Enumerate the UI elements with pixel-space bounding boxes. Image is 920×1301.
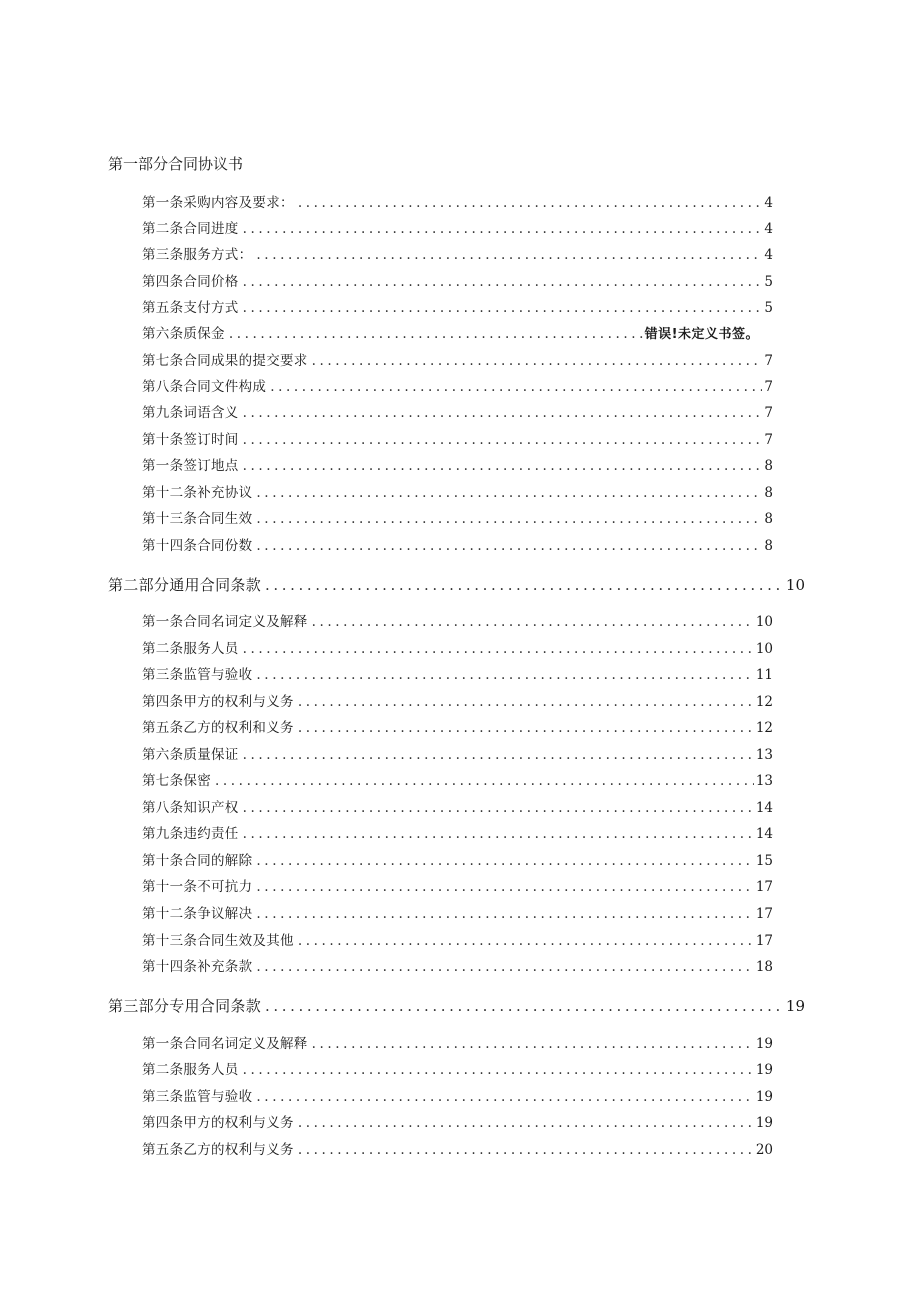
toc-entry[interactable] [142,932,773,950]
dot-leader [298,194,763,212]
dot-leader [243,404,763,422]
dot-leader [256,510,762,528]
toc-entry-page: 19 [755,1036,773,1052]
toc-entry-label: 第一条签订地点 [142,458,239,474]
dot-leader [256,537,762,555]
part1-title: 第一部分合同协议书 [108,155,244,173]
dot-leader [256,666,753,684]
toc-entry-page: 7 [764,432,773,448]
toc-entry-label: 第七条合同成果的提交要求 [142,353,308,369]
toc-entry-page: 8 [764,458,773,474]
toc-entry-label: 第十四条合同份数 [142,538,253,554]
dot-leader [256,1088,753,1106]
dot-leader [229,325,643,343]
toc-entry[interactable] [142,666,773,684]
toc-entry[interactable] [142,719,773,737]
toc-entry-label: 第十条合同的解除 [142,853,253,869]
toc-entry-label: 第一条合同名词定义及解释 [142,1036,308,1052]
toc-entry[interactable] [142,510,773,528]
part2-page: 10 [785,576,805,594]
toc-entry-label: 第五条乙方的权利与义务 [142,1142,294,1158]
toc-entry[interactable] [142,852,773,870]
toc-entry-label: 第十三条合同生效 [142,511,253,527]
toc-entry[interactable] [142,1141,773,1159]
toc-entry[interactable] [142,457,773,475]
toc-entry[interactable] [142,299,773,317]
toc-entry[interactable] [142,325,759,344]
toc-entry-page: 17 [755,906,773,922]
toc-entry[interactable] [142,220,773,238]
dot-leader [265,575,784,595]
toc-entry[interactable] [142,273,773,291]
toc-entry-label: 第二条服务人员 [142,1062,239,1078]
toc-entry-page: 4 [764,195,773,211]
toc-entry[interactable] [142,246,773,264]
dot-leader [243,825,754,843]
toc-entry-page: 7 [764,405,773,421]
part3-page: 19 [785,997,805,1015]
toc-entry[interactable] [142,537,773,555]
toc-entry-label: 第四条合同价格 [142,274,239,290]
toc-entry-label: 第十二条争议解决 [142,906,253,922]
toc-entry-label: 第四条甲方的权利与义务 [142,1115,294,1131]
toc-entry-label: 第六条质保金 [142,326,225,342]
toc-entry[interactable] [142,1035,773,1053]
toc-entry-page-error: 错误!未定义书签。 [644,327,759,342]
dot-leader [312,1035,754,1053]
toc-entry-page: 17 [755,879,773,895]
toc-entry[interactable] [142,772,773,790]
toc-entry[interactable] [142,404,773,422]
toc-entry-page: 8 [764,538,773,554]
toc-entry-label: 第十一条不可抗力 [142,879,253,895]
toc-entry-label: 第十二条补充协议 [142,485,253,501]
dot-leader [312,613,754,631]
toc-entry-page: 13 [755,773,773,789]
toc-entry-label: 第八条合同文件构成 [142,379,267,395]
part3-heading[interactable] [108,996,805,1016]
dot-leader [256,958,753,976]
toc-entry[interactable] [142,431,773,449]
toc-entry-label: 第九条违约责任 [142,826,239,842]
toc-entry[interactable] [142,878,773,896]
toc-entry-label: 第十三条合同生效及其他 [142,933,294,949]
toc-entry-label: 第六条质量保证 [142,747,239,763]
toc-entry-label: 第五条乙方的权利和义务 [142,720,294,736]
toc-entry-page: 19 [755,1062,773,1078]
dot-leader [298,719,754,737]
part2-title: 第二部分通用合同条款 [108,576,262,594]
dot-leader [298,932,754,950]
part1-heading [108,154,243,174]
toc-entry-page: 10 [755,614,773,630]
dot-leader [256,905,753,923]
dot-leader [298,693,754,711]
dot-leader [298,1114,754,1132]
toc-entry-page: 4 [764,247,773,263]
dot-leader [243,640,754,658]
toc-entry-page: 17 [755,933,773,949]
toc-entry[interactable] [142,1061,773,1079]
dot-leader [243,1061,754,1079]
toc-entry[interactable] [142,1088,773,1106]
dot-leader [243,457,763,475]
toc-entry-page: 4 [764,221,773,237]
toc-entry-label: 第十条签订时间 [142,432,239,448]
toc-entry-label: 第八条知识产权 [142,800,239,816]
toc-entry-label: 第四条甲方的权利与义务 [142,694,294,710]
dot-leader [243,799,754,817]
dot-leader [243,220,763,238]
toc-entry-page: 12 [755,720,773,736]
toc-entry-page: 5 [764,274,773,290]
toc-entry[interactable] [142,1114,773,1132]
toc-entry-page: 11 [755,667,773,683]
toc-entry-label: 第十四条补充条款 [142,959,253,975]
toc-entry-label: 第二条合同进度 [142,221,239,237]
toc-entry-label: 第三条监管与验收 [142,1089,253,1105]
toc-entry-label: 第七条保密 [142,773,211,789]
dot-leader [243,746,754,764]
toc-entry-page: 19 [755,1115,773,1131]
toc-entry[interactable] [142,352,773,370]
toc-entry[interactable] [142,613,773,631]
dot-leader [256,878,753,896]
toc-entry-page: 14 [755,826,773,842]
toc-entry[interactable] [142,825,773,843]
toc-entry[interactable] [142,378,773,396]
toc-entry-page: 15 [755,853,773,869]
toc-entry[interactable] [142,484,773,502]
part3-title: 第三部分专用合同条款 [108,997,262,1015]
toc-entry-label: 第九条词语含义 [142,405,239,421]
dot-leader [243,299,763,317]
toc-entry[interactable] [142,640,773,658]
toc-entry-page: 10 [755,641,773,657]
toc-entry-page: 18 [755,959,773,975]
toc-entry-page: 14 [755,800,773,816]
toc-entry-label: 第三条监管与验收 [142,667,253,683]
toc-entry[interactable] [142,905,773,923]
dot-leader [243,273,763,291]
toc-entry[interactable] [142,194,773,212]
toc-entry-page: 7 [764,379,773,395]
dot-leader [270,378,762,396]
toc-entry-page: 8 [764,511,773,527]
toc-entry-page: 13 [755,747,773,763]
dot-leader [312,352,763,370]
toc-entry[interactable] [142,799,773,817]
toc-entry[interactable] [142,746,773,764]
dot-leader [243,431,763,449]
dot-leader [298,1141,754,1159]
toc-entry-label: 第五条支付方式 [142,300,239,316]
dot-leader [256,484,762,502]
toc-entry-label: 第一条合同名词定义及解释 [142,614,308,630]
toc-entry[interactable] [142,693,773,711]
dot-leader [256,852,753,870]
toc-entry-label: 第一条采购内容及要求： [142,195,294,211]
toc-entry-page: 19 [755,1089,773,1105]
dot-leader [265,996,784,1016]
toc-entry-label: 第三条服务方式： [142,247,253,263]
toc-entry-label: 第二条服务人员 [142,641,239,657]
dot-leader [256,246,762,264]
part2-heading[interactable] [108,575,805,595]
toc-entry[interactable] [142,958,773,976]
toc-entry-page: 8 [764,485,773,501]
dot-leader [215,772,754,790]
toc-entry-page: 7 [764,353,773,369]
toc-entry-page: 20 [755,1142,773,1158]
toc-entry-page: 5 [764,300,773,316]
toc-entry-page: 12 [755,694,773,710]
